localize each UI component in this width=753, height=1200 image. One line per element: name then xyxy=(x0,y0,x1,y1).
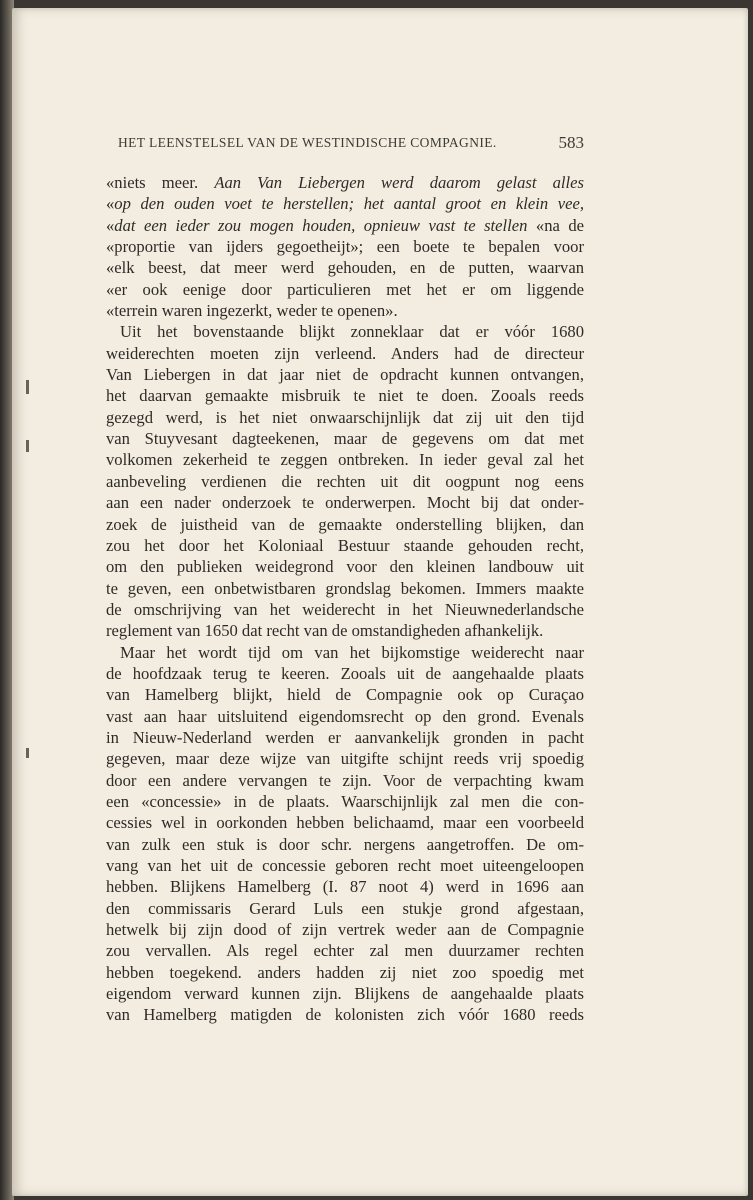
text-line xyxy=(106,940,584,961)
text-span: reglement van 1650 dat recht van de omstandigheden afhankelijk. xyxy=(106,621,544,641)
text-span: vast aan haar uitsluitend eigendomsrecht op den grond. Evenals xyxy=(106,706,584,726)
text-line xyxy=(106,919,584,940)
page-number: 583 xyxy=(558,133,584,152)
text-span: een «concessie» in de plaats. Waarschijnlijk zal men die con- xyxy=(106,791,584,811)
text-span: Uit het bovenstaande blijkt zonneklaar dat er vóór 1680 xyxy=(120,322,584,342)
text-line xyxy=(106,770,584,791)
text-span: gegeven, maar deze wijze van uitgifte schijnt reeds vrij spoedig xyxy=(106,749,584,769)
text-span: van Stuyvesant dagteekenen, maar de gegevens om dat met xyxy=(106,429,584,449)
text-line xyxy=(106,428,584,449)
text-line xyxy=(106,514,584,535)
text-span: den commissaris Gerard Luls een stukje grond afgestaan, xyxy=(106,898,584,918)
italic-text: op den ouden voet te herstellen; het aantal groot en klein vee, xyxy=(114,194,584,214)
text-line xyxy=(106,193,584,214)
text-span: «elk beest, dat meer werd gehouden, en de putten, waarvan xyxy=(106,258,584,278)
text-line xyxy=(106,578,584,599)
binding-mark xyxy=(26,440,29,452)
text-line xyxy=(106,385,584,406)
text-span: van Hamelberg blijkt, hield de Compagnie ook op Curaçao xyxy=(106,685,584,705)
text-span: de hoofdzaak terug te keeren. Zooals uit de aangehaalde plaats xyxy=(106,663,584,683)
text-span: zou het door het Koloniaal Bestuur staande gehouden recht, xyxy=(106,535,584,555)
text-span: van zulk een stuk is door schr. nergens aangetroffen. De om- xyxy=(106,834,584,854)
text-line xyxy=(106,834,584,855)
binding-mark xyxy=(26,748,29,758)
text-span: zou vervallen. Als regel echter zal men duurzamer rechten xyxy=(106,941,584,961)
text-span: vang van het uit de concessie geboren recht moet uiteengeloopen xyxy=(106,856,584,875)
text-line xyxy=(106,343,584,364)
running-title: HET LEENSTELSEL VAN DE WESTINDISCHE COMPAGNIE. xyxy=(118,135,497,150)
text-span: weiderechten moeten zijn verleend. Anders had de directeur xyxy=(106,343,584,363)
text-line xyxy=(106,257,584,278)
text-span: te geven, een onbetwistbaren grondslag bekomen. Immers maakte xyxy=(106,578,584,598)
text-span: de omschrijving van het weiderecht in het Nieuwnederlandsche xyxy=(106,599,584,619)
text-line xyxy=(106,215,584,236)
text-line xyxy=(106,706,584,727)
text-span: «na de xyxy=(535,215,584,235)
text-line xyxy=(106,449,584,470)
text-line xyxy=(106,321,584,342)
text-line xyxy=(106,364,584,385)
text-line xyxy=(106,684,584,705)
italic-text: dat een ieder zou mogen houden, opnieuw vast te stellen xyxy=(114,215,536,235)
text-span: aan een nader onderzoek te onderwerpen. Mocht bij dat onder- xyxy=(106,493,584,513)
text-span: hebben. Blijkens Hamelberg (I. 87 noot 4) werd in 1696 aan xyxy=(106,877,584,897)
text-span: Van Liebergen in dat jaar niet de opdracht kunnen ontvangen, xyxy=(106,365,584,385)
text-line xyxy=(106,279,584,300)
text-line xyxy=(106,898,584,919)
text-span: aanbeveling verdienen die rechten uit dit oogpunt nog eens xyxy=(106,471,584,491)
text-span: Maar het wordt tijd om van het bijkomstige weiderecht naar xyxy=(120,642,584,662)
text-line xyxy=(106,535,584,556)
text-span: om den publieken weidegrond voor den kleinen landbouw uit xyxy=(106,557,584,577)
text-line xyxy=(106,748,584,769)
text-span: «proportie van ijders gegoetheijt»; een boete te bepalen voor xyxy=(106,237,584,257)
text-line xyxy=(106,1004,584,1025)
text-span: « xyxy=(106,194,115,214)
text-span: in Nieuw-Nederland werden er aanvankelijk gronden in pacht xyxy=(106,727,584,747)
text-line xyxy=(106,620,584,641)
text-span: cessies wel in oorkonden hebben belichaamd, maar een voorbeeld xyxy=(106,813,584,833)
text-span: «terrein waren ingezerkt, weder te openen». xyxy=(106,301,398,321)
text-line xyxy=(106,471,584,492)
text-span: eigendom verward kunnen zijn. Blijkens de aangehaalde plaats xyxy=(106,984,584,1004)
body-text xyxy=(106,172,584,1026)
text-span: hebben toegekend. anders hadden zij niet zoo spoedig met xyxy=(106,962,584,982)
italic-text: Aan Van Liebergen werd daarom gelast alles xyxy=(214,173,584,192)
text-line xyxy=(106,962,584,983)
text-span: «er ook eenige door particulieren met het er om liggende xyxy=(106,279,584,299)
text-line xyxy=(106,492,584,513)
text-line xyxy=(106,599,584,620)
text-span: van Hamelberg matigden de kolonisten zich vóór 1680 reeds xyxy=(106,1005,584,1025)
text-line xyxy=(106,791,584,812)
text-span: door een andere vervangen te zijn. Voor de verpachting kwam xyxy=(106,770,584,790)
text-span: «niets meer. xyxy=(106,173,215,192)
text-line xyxy=(106,855,584,876)
text-line xyxy=(106,876,584,897)
text-line xyxy=(106,556,584,577)
text-line xyxy=(106,642,584,663)
text-line xyxy=(106,983,584,1004)
binding-mark xyxy=(26,380,29,394)
text-span: « xyxy=(106,215,115,235)
text-line xyxy=(106,812,584,833)
text-span: het daarvan gemaakte misbruik te niet te doen. Zooals reeds xyxy=(106,386,584,406)
text-span: zoek de juistheid van de gemaakte onderstelling blijken, dan xyxy=(106,514,584,534)
text-line xyxy=(106,727,584,748)
text-line xyxy=(106,236,584,257)
text-line xyxy=(106,407,584,428)
text-line xyxy=(106,663,584,684)
text-span: hetwelk bij zijn dood of zijn vertrek weder aan de Compagnie xyxy=(106,920,584,940)
text-span: volkomen zekerheid te zeggen ontbreken. In ieder geval zal het xyxy=(106,450,584,470)
text-span: gezegd werd, is het niet onwaarschijnlijk dat zij uit den tijd xyxy=(106,407,584,427)
text-line xyxy=(106,172,584,193)
text-line xyxy=(106,300,584,321)
